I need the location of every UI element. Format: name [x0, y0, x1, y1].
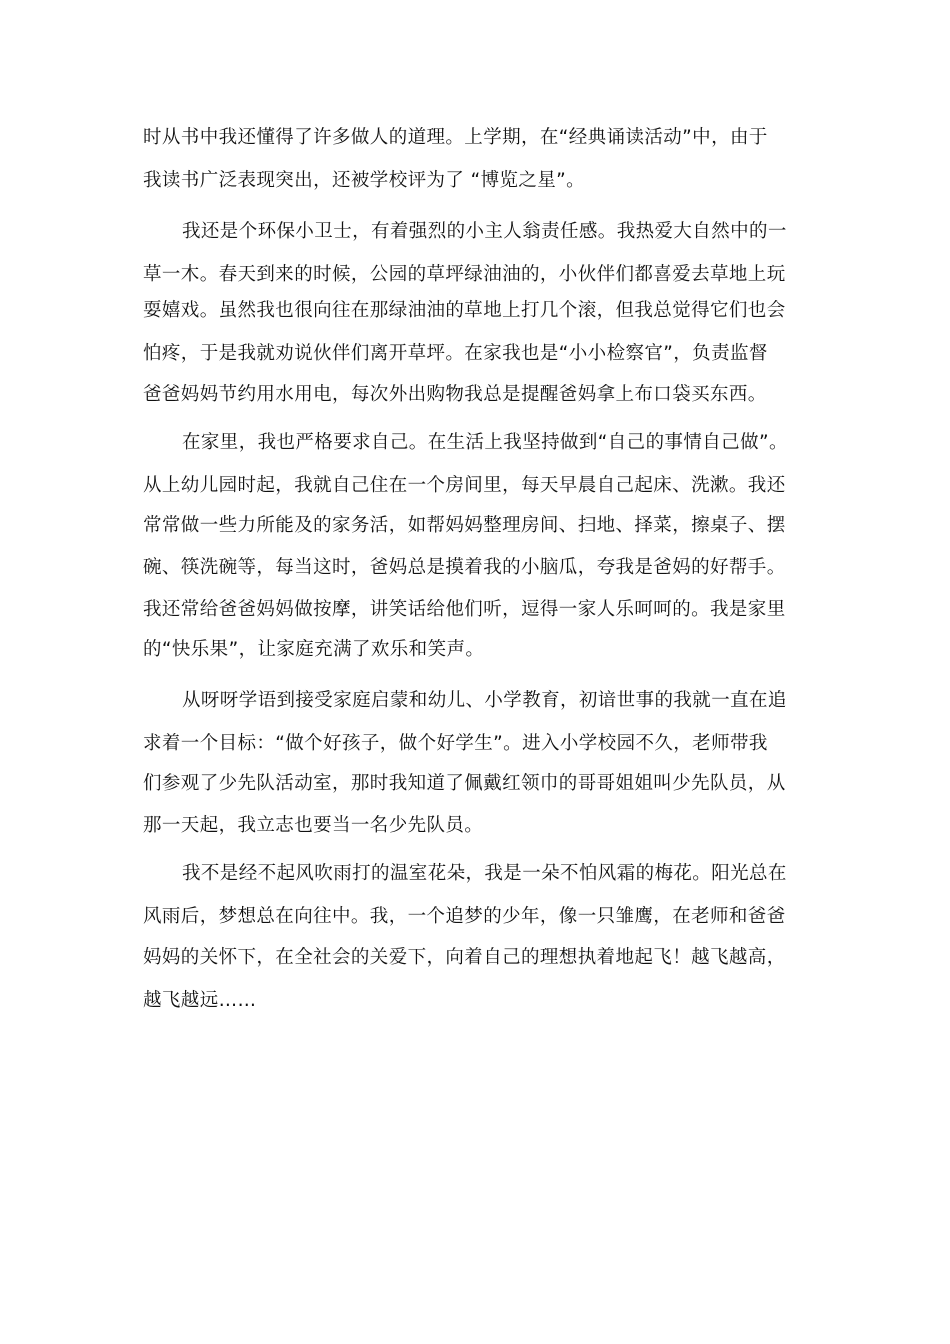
- paragraph-2-line-2: 草一木。春天到来的时候，公园的草坪绿油油的，小伙伴们都喜爱去草地上玩: [143, 264, 786, 285]
- paragraph-3-line-4: 碗、筷洗碗等，每当这时，爸妈总是摸着我的小脑瓜，夸我是爸妈的好帮手。: [143, 557, 786, 578]
- paragraph-2-line-4: 怕疼，于是我就劝说伙伴们离开草坪。在家我也是“小小检察官”，负责监督: [143, 343, 768, 364]
- paragraph-4-line-2: 求着一个目标：“做个好孩子，做个好学生”。进入小学校园不久，老师带我: [143, 733, 768, 754]
- paragraph-3-line-5: 我还常给爸爸妈妈做按摩，讲笑话给他们听，逗得一家人乐呵呵的。我是家里: [143, 599, 786, 620]
- paragraph-3-line-6: 的“快乐果”，让家庭充满了欢乐和笑声。: [143, 639, 485, 660]
- paragraph-2-line-3: 耍嬉戏。虽然我也很向往在那绿油油的草地上打几个滚，但我总觉得它们也会: [143, 300, 786, 321]
- paragraph-5-line-3: 妈妈的关怀下，在全社会的关爱下，向着自己的理想执着地起飞！越飞越高，: [143, 947, 786, 968]
- paragraph-1-line-2: 我读书广泛表现突出，还被学校评为了 “博览之星”。: [143, 170, 586, 191]
- paragraph-2-line-1: 我还是个环保小卫士，有着强烈的小主人翁责任感。我热爱大自然中的一: [182, 221, 787, 242]
- paragraph-3-line-3: 常常做一些力所能及的家务活，如帮妈妈整理房间、扫地、择菜，擦桌子、摆: [143, 515, 786, 536]
- paragraph-4-line-4: 那一天起，我立志也要当一名少先队员。: [143, 815, 484, 836]
- paragraph-1-line-1: 时从书中我还懂得了许多做人的道理。上学期，在“经典诵读活动”中，由于: [143, 127, 768, 148]
- paragraph-4-line-1: 从呀呀学语到接受家庭启蒙和幼儿、小学教育，初谙世事的我就一直在追: [182, 690, 787, 711]
- paragraph-5-line-4: 越飞越远……: [143, 990, 257, 1011]
- paragraph-3-line-2: 从上幼儿园时起，我就自己住在一个房间里，每天早晨自己起床、洗漱。我还: [143, 475, 786, 496]
- paragraph-3-line-1: 在家里，我也严格要求自己。在生活上我坚持做到“自己的事情自己做”。: [182, 432, 788, 453]
- paragraph-5-line-2: 风雨后，梦想总在向往中。我，一个追梦的少年，像一只雏鹰，在老师和爸爸: [143, 906, 786, 927]
- paragraph-5-line-1: 我不是经不起风吹雨打的温室花朵，我是一朵不怕风霜的梅花。阳光总在: [182, 863, 787, 884]
- paragraph-4-line-3: 们参观了少先队活动室，那时我知道了佩戴红领巾的哥哥姐姐叫少先队员，从: [143, 773, 786, 794]
- paragraph-2-line-5: 爸爸妈妈节约用水用电，每次外出购物我总是提醒爸妈拿上布口袋买东西。: [143, 384, 767, 405]
